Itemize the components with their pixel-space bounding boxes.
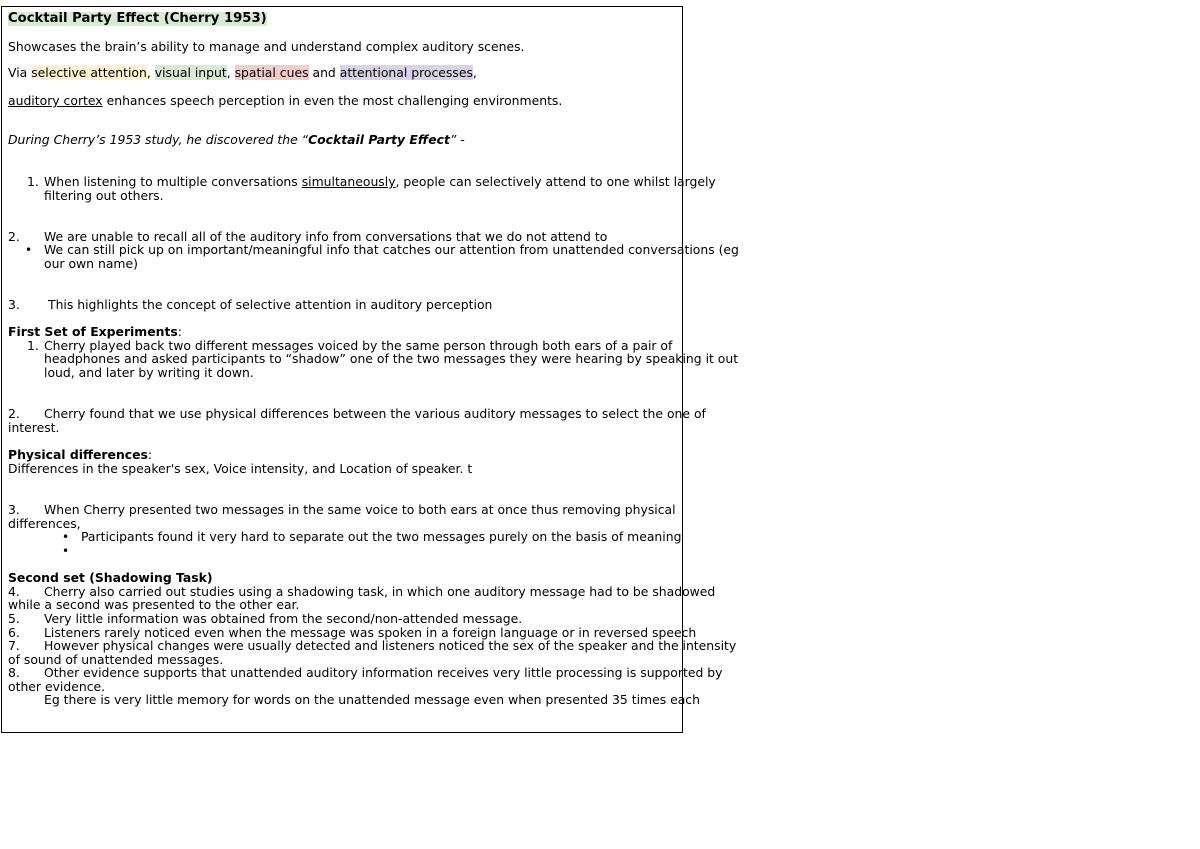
physical-p3-a: When Cherry presented two messages in the same voice to both ears at once thus removing physical (44, 502, 676, 517)
list-number: 8. (8, 665, 20, 680)
second-set-heading: Second set (Shadowing Task) (8, 570, 213, 585)
bullet-dot: • (25, 243, 33, 257)
separator: , (472, 65, 477, 80)
finding-1-line-a (44, 175, 716, 189)
list-number: 3. (8, 502, 20, 517)
intro-line: Showcases the brain’s ability to manage and understand complex auditory scenes. (8, 39, 525, 54)
physical-heading (8, 448, 152, 462)
document-title: Cocktail Party Effect (Cherry 1953) (8, 11, 267, 26)
separator: and (308, 65, 340, 80)
bullet-dot: • (62, 530, 70, 544)
highlight-visual-input: visual input (154, 65, 227, 80)
first-set-p1-a: Cherry played back two different messages voiced by the same person through both ears of a pair of (44, 338, 673, 353)
finding-1-line-b: filtering out others. (44, 188, 164, 203)
second-set-p5: Very little information was obtained from the second/non-attended message. (44, 611, 523, 626)
discovery-prefix: During Cherry’s 1953 study, he discovered the “ (8, 132, 309, 147)
second-set-p4-a: Cherry also carried out studies using a shadowing task, in which one auditory message had to be shadowed (44, 584, 716, 599)
finding-2-bullet-a: We can still pick up on important/meaningful info that catches our attention from unattended conversations (eg (44, 242, 739, 257)
first-set-p2-b: interest. (8, 420, 60, 435)
second-set-p4-b: while a second was presented to the other ear. (8, 597, 300, 612)
finding-1-text: , people can selectively attend to one whilst largely (395, 174, 716, 189)
via-line (8, 66, 477, 80)
colon: : (177, 324, 182, 339)
heading-text: First Set of Experiments (8, 324, 178, 339)
second-set-p7-a: However physical changes were usually detected and listeners noticed the sex of the speaker and the intensity (44, 638, 737, 653)
first-set-p1-c: loud, and later by writing it down. (44, 365, 254, 380)
discovery-term: Cocktail Party Effect (308, 132, 450, 147)
list-number: 7. (8, 638, 20, 653)
physical-bullet-1: Participants found it very hard to separate out the two messages purely on the basis of meaning (81, 529, 682, 544)
physical-p3-b: differences, (8, 516, 81, 531)
separator: , (226, 65, 235, 80)
underline-simultaneously: simultaneously (301, 174, 396, 189)
heading-text: Physical differences (8, 447, 148, 462)
highlight-selective-attention: selective attention (31, 65, 147, 80)
list-number: 4. (8, 584, 20, 599)
second-set-p8-b: other evidence. (8, 679, 106, 694)
list-number: 1. (27, 174, 39, 189)
second-set-p8-c: Eg there is very little memory for words on the unattended message even when presented 35 times each (44, 692, 700, 707)
discovery-line (8, 133, 465, 147)
list-number: 1. (27, 338, 39, 353)
list-number: 6. (8, 625, 20, 640)
list-number: 5. (8, 611, 20, 626)
second-set-p7-b: of sound of unattended messages. (8, 652, 224, 667)
finding-2-bullet-b: our own name) (44, 256, 138, 271)
list-number: 2. (8, 406, 20, 421)
first-set-p2-a: Cherry found that we use physical differences between the various auditory messages to select the one of (44, 406, 706, 421)
list-number: 3. (8, 297, 20, 312)
finding-1-text: When listening to multiple conversations (44, 174, 302, 189)
discovery-suffix: ” - (449, 132, 465, 147)
physical-text: Differences in the speaker's sex, Voice intensity, and Location of speaker. t (8, 461, 473, 476)
underline-auditory-cortex: auditory cortex (8, 93, 103, 108)
bullet-dot: • (62, 544, 70, 558)
cortex-line (8, 94, 562, 108)
highlight-attentional-processes: attentional processes (339, 65, 473, 80)
first-set-p1-b: headphones and asked participants to “shadow” one of the two messages they were hearing by speaking it out (44, 351, 739, 366)
finding-3: This highlights the concept of selective attention in auditory perception (48, 297, 493, 312)
colon: : (147, 447, 153, 462)
finding-2: We are unable to recall all of the auditory info from conversations that we do not attend to (44, 229, 608, 244)
second-set-p6: Listeners rarely noticed even when the message was spoken in a foreign language or in reversed speech (44, 625, 697, 640)
highlight-spatial-cues: spatial cues (234, 65, 309, 80)
first-set-heading (8, 325, 182, 339)
separator: , (146, 65, 155, 80)
list-number: 2. (8, 229, 20, 244)
second-set-p8-a: Other evidence supports that unattended auditory information receives very little processing is supported by (44, 665, 723, 680)
cortex-rest: enhances speech perception in even the most challenging environments. (102, 93, 563, 108)
via-prefix: Via (8, 65, 32, 80)
